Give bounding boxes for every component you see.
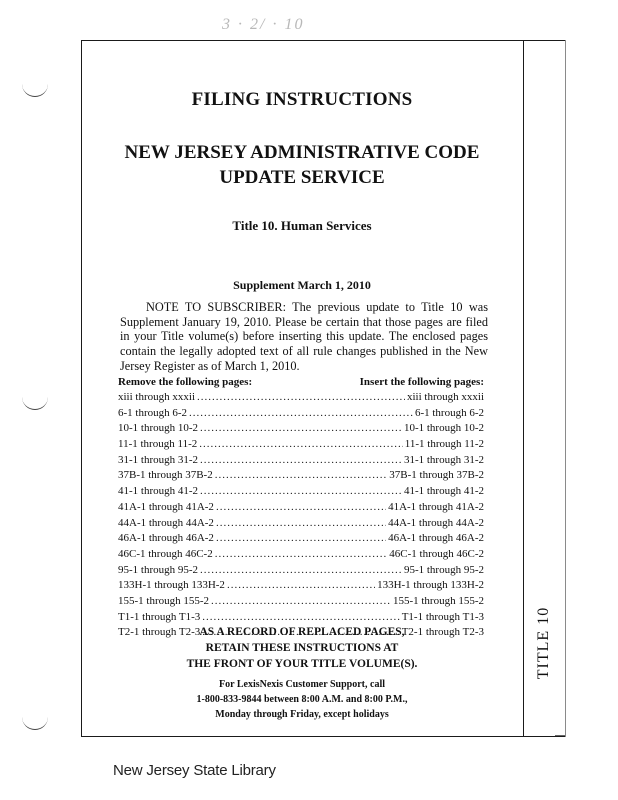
supplement-date: Supplement March 1, 2010	[233, 278, 371, 292]
leader-dots	[216, 531, 386, 547]
pages-table-header	[118, 376, 484, 388]
page-title: FILING INSTRUCTIONS	[191, 89, 413, 110]
insert-pages: 31-1 through 31-2	[403, 453, 484, 466]
remove-pages: 46C-1 through 46C-2	[118, 547, 213, 560]
record-line-2: RETAIN THESE INSTRUCTIONS AT	[205, 642, 399, 654]
insert-pages: 6-1 through 6-2	[414, 406, 484, 419]
handwritten-mark: 3 · 2/ · 10	[222, 16, 305, 33]
table-row	[118, 594, 484, 610]
punch-hole-icon	[22, 395, 48, 410]
support-info	[81, 677, 523, 722]
table-row	[118, 468, 484, 484]
leader-dots	[211, 594, 391, 610]
leader-dots	[200, 563, 402, 579]
insert-pages: 44A-1 through 44A-2	[388, 516, 484, 529]
table-row	[118, 500, 484, 516]
code-heading	[81, 140, 523, 190]
insert-pages: 95-1 through 95-2	[403, 563, 484, 576]
table-row	[118, 563, 484, 579]
title-tab-label: TITLE 10	[535, 606, 552, 680]
insert-pages: 37B-1 through 37B-2	[389, 469, 484, 482]
remove-pages: 46A-1 through 46A-2	[118, 532, 214, 545]
insert-pages: 11-1 through 11-2	[404, 438, 484, 451]
insert-pages: T2-1 through T2-3	[401, 626, 484, 639]
record-line-3: THE FRONT OF YOUR TITLE VOLUME(S).	[186, 658, 418, 670]
punch-hole-icon	[22, 82, 48, 97]
table-row	[118, 516, 484, 532]
leader-dots	[216, 500, 386, 516]
library-stamp: New Jersey State Library	[113, 762, 276, 779]
tab-mark	[555, 735, 565, 736]
support-line-3: Monday through Friday, except holidays	[215, 709, 389, 720]
table-row	[118, 531, 484, 547]
insert-header: Insert the following pages:	[359, 376, 484, 388]
remove-pages: 155-1 through 155-2	[118, 594, 210, 607]
support-line-2: 1-800-833-9844 between 8:00 A.M. and 8:00 P.M.,	[196, 694, 408, 705]
remove-pages: 11-1 through 11-2	[118, 438, 198, 451]
remove-pages: 10-1 through 10-2	[118, 422, 199, 435]
remove-pages: 37B-1 through 37B-2	[118, 469, 213, 482]
remove-pages: 41A-1 through 41A-2	[118, 500, 214, 513]
code-heading-line2: UPDATE SERVICE	[219, 167, 385, 188]
leader-dots	[200, 421, 402, 437]
leader-dots	[200, 484, 402, 500]
insert-pages: 46A-1 through 46A-2	[388, 532, 484, 545]
support-line-1: For LexisNexis Customer Support, call	[218, 679, 385, 690]
table-row	[118, 547, 484, 563]
leader-dots	[227, 578, 375, 594]
table-row	[118, 453, 484, 469]
remove-pages: 41-1 through 41-2	[118, 485, 199, 498]
leader-dots	[197, 390, 405, 406]
remove-pages: 31-1 through 31-2	[118, 453, 199, 466]
leader-dots	[200, 453, 402, 469]
table-row	[118, 421, 484, 437]
insert-pages: 41A-1 through 41A-2	[388, 500, 484, 513]
insert-pages: 46C-1 through 46C-2	[389, 547, 484, 560]
insert-pages: 133H-1 through 133H-2	[377, 579, 484, 592]
record-line-1: AS A RECORD OF REPLACED PAGES,	[199, 626, 405, 638]
remove-pages: T1-1 through T1-3	[118, 610, 201, 623]
leader-dots	[202, 610, 399, 626]
table-row	[118, 390, 484, 406]
leader-dots	[215, 547, 388, 563]
remove-pages: 133H-1 through 133H-2	[118, 579, 225, 592]
table-row	[118, 437, 484, 453]
subscriber-note: NOTE TO SUBSCRIBER: The previous update to Title 10 was Supplement January 19, 2010. Please be certain that those pages are filed in your Title volume(s) before inserting this update. The enclosed pages contain the legally adopted text of all rule changes published in the New Jersey Register as of March 1, 2010.	[120, 300, 488, 373]
punch-hole-icon	[22, 715, 48, 730]
remove-header: Remove the following pages:	[118, 376, 253, 388]
leader-dots	[199, 437, 403, 453]
remove-pages: 44A-1 through 44A-2	[118, 516, 214, 529]
insert-pages: xiii through xxxii	[407, 391, 484, 403]
insert-pages: 41-1 through 41-2	[403, 485, 484, 498]
remove-pages: T2-1 through T2-3	[118, 626, 201, 639]
code-heading-line1: NEW JERSEY ADMINISTRATIVE CODE	[124, 142, 480, 163]
title-tab	[522, 593, 566, 693]
title-subheading: Title 10. Human Services	[232, 218, 372, 233]
table-row	[118, 610, 484, 626]
remove-pages: 6-1 through 6-2	[118, 406, 188, 419]
remove-pages: 95-1 through 95-2	[118, 563, 199, 576]
table-row	[118, 406, 484, 422]
insert-pages: T1-1 through T1-3	[401, 610, 484, 623]
table-row	[118, 578, 484, 594]
table-row	[118, 484, 484, 500]
insert-pages: 155-1 through 155-2	[392, 594, 484, 607]
pages-table	[118, 390, 484, 641]
leader-dots	[216, 516, 386, 532]
leader-dots	[215, 468, 388, 484]
remove-pages: xiii through xxxii	[118, 391, 195, 403]
insert-pages: 10-1 through 10-2	[403, 422, 484, 435]
leader-dots	[189, 406, 413, 422]
record-notice	[81, 624, 523, 672]
